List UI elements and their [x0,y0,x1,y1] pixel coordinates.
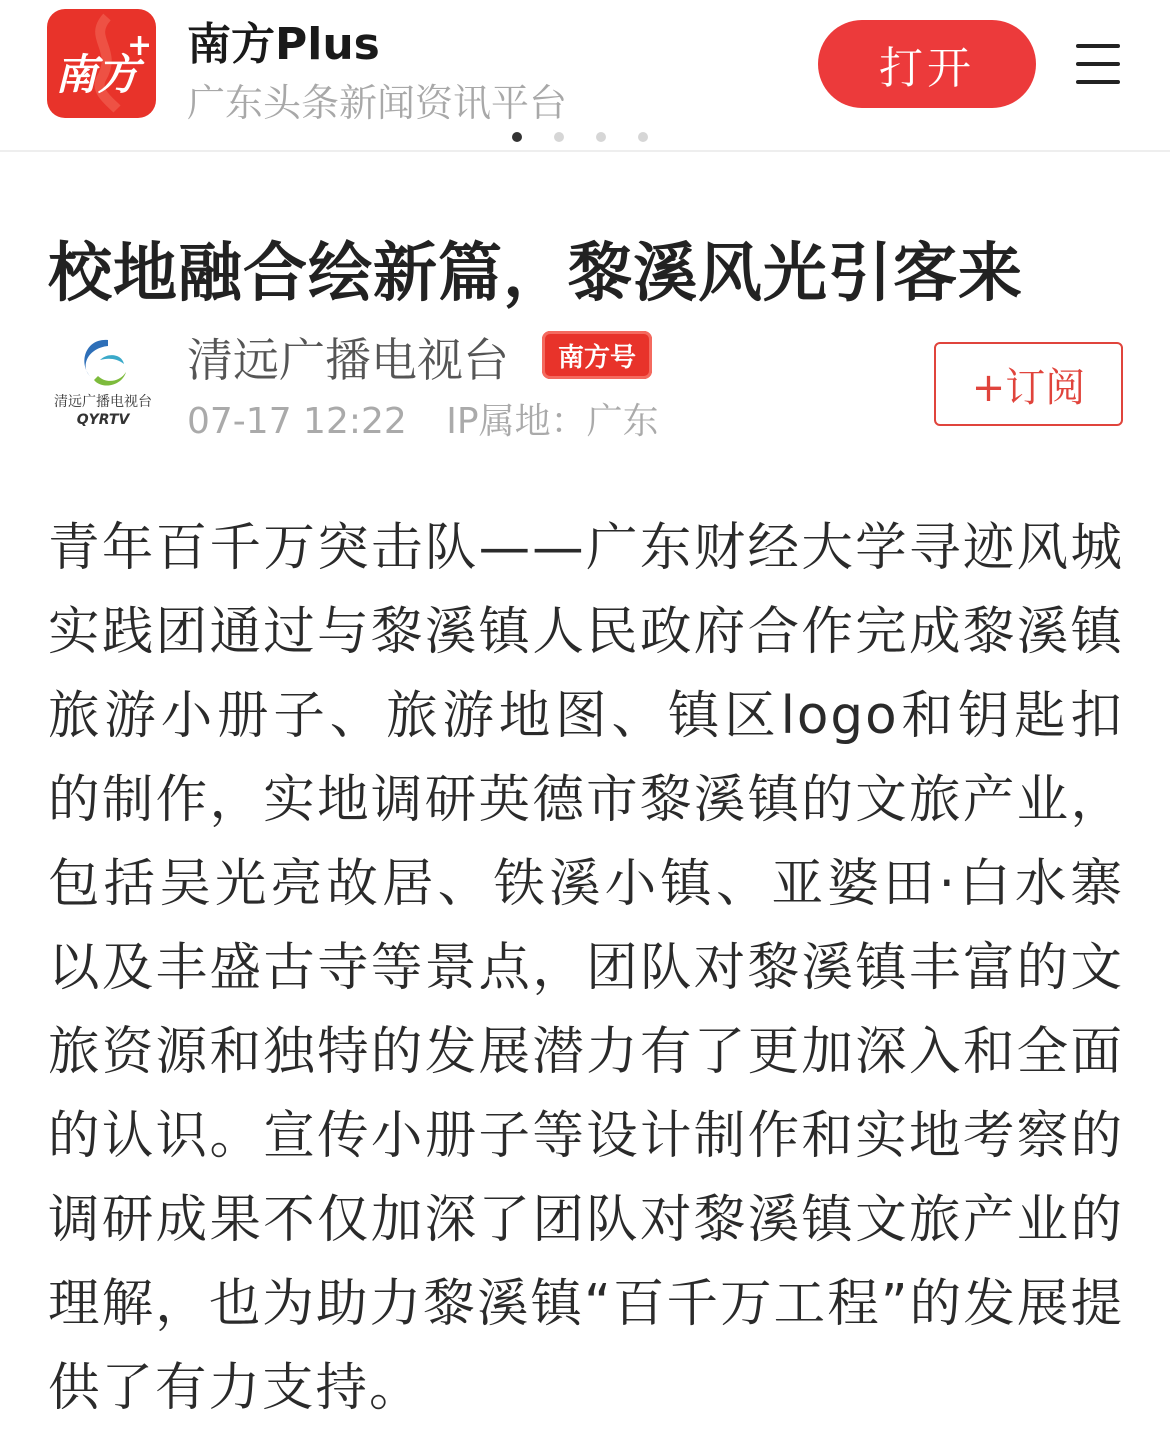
nanfang-plus-logo[interactable] [47,9,156,118]
logo-en-text: QYRTV [76,412,130,428]
nanfang-logo-icon [47,9,156,118]
open-app-button[interactable]: 打开 [818,20,1036,108]
article-meta [187,393,659,444]
article-body: 青年百千万突击队——广东财经大学寻迹风城实践团通过与黎溪镇人民政府合作完成黎溪镇旅游小册子、旅游地图、镇区logo和钥匙扣的制作，实地调研英德市黎溪镇的文旅产业，包括吴光亮故居、铁溪小镇、亚婆田·白水寨以及丰盛古寺等景点，团队对黎溪镇丰富的文旅资源和独特的发展潜力有了更加深入和全面的认识。宣传小册子等设计制作和实地考察的调研成果不仅加深了团队对黎溪镇文旅产业的理解，也为助力黎溪镇“百千万工程”的发展提供了有力支持。 [48,518,1124,1418]
carousel-indicator [512,132,648,142]
carousel-dot[interactable] [554,132,564,142]
menu-icon[interactable] [1076,42,1120,86]
logo-text: 南方 [55,50,140,99]
nanfang-hao-badge: 南方号 [542,331,652,379]
subscribe-button[interactable]: +订阅 [934,342,1123,426]
ip-location: IP属地：广东 [446,401,659,442]
logo-cn-text: 清远广播电视台 [54,394,152,410]
source-avatar[interactable] [50,330,156,430]
publish-time: 07-17 12:22 [187,401,407,442]
carousel-dot[interactable] [638,132,648,142]
article-title: 校地融合绘新篇，黎溪风光引客来 [48,237,1023,311]
carousel-dot[interactable] [512,132,522,142]
source-name[interactable]: 清远广播电视台 [187,333,509,387]
logo-plus: + [127,28,153,63]
app-name: 南方Plus [187,19,380,70]
app-slogan: 广东头条新闻资讯平台 [187,81,568,125]
qyrtv-logo-icon [50,330,156,430]
carousel-dot[interactable] [596,132,606,142]
app-banner [0,0,1170,152]
